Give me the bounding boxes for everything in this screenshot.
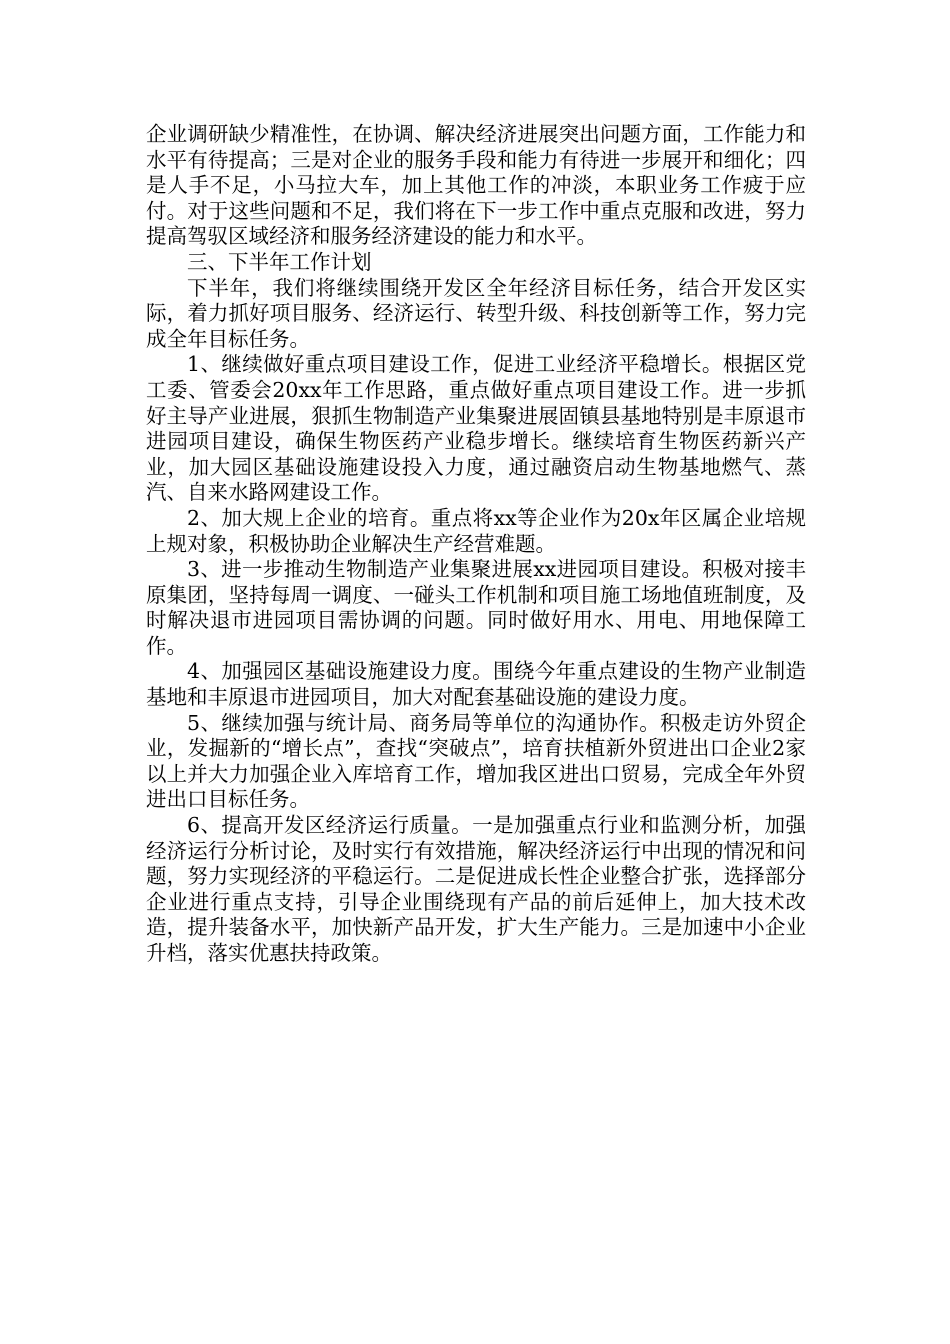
paragraph-intro: 下半年，我们将继续围绕开发区全年经济目标任务，结合开发区实际，着力抓好项目服务、经济运行、转型升级、科技创新等工作，努力完成全年目标任务。 xyxy=(146,275,806,351)
paragraph-item-1: 1、继续做好重点项目建设工作，促进工业经济平稳增长。根据区党工委、管委会20xx年工作思路，重点做好重点项目建设工作。进一步抓好主导产业进展，狠抓生物制造产业集聚进展固镇县基地特别是丰原退市进园项目建设，确保生物医药产业稳步增长。继续培育生物医药新兴产业，加大园区基础设施建设投入力度，通过融资启动生物基地燃气、蒸汽、自来水路网建设工作。 xyxy=(146,352,806,505)
document-page xyxy=(146,122,806,967)
paragraph-item-5: 5、继续加强与统计局、商务局等单位的沟通协作。积极走访外贸企业，发掘新的“增长点”，查找“突破点”，培育扶植新外贸进出口企业2家以上并大力加强企业入库培育工作，增加我区进出口贸易，完成全年外贸进出口目标任务。 xyxy=(146,710,806,812)
paragraph-item-2: 2、加大规上企业的培育。重点将xx等企业作为20x年区属企业培规上规对象，积极协助企业解决生产经营难题。 xyxy=(146,505,806,556)
paragraph-item-6: 6、提高开发区经济运行质量。一是加强重点行业和监测分析，加强经济运行分析讨论，及时实行有效措施，解决经济运行中出现的情况和问题，努力实现经济的平稳运行。二是促进成长性企业整合扩张，选择部分企业进行重点支持，引导企业围绕现有产品的前后延伸上，加大技术改造，提升装备水平，加快新产品开发，扩大生产能力。三是加速中小企业升档，落实优惠扶持政策。 xyxy=(146,813,806,965)
section-heading: 三、下半年工作计划 xyxy=(187,249,372,274)
paragraph-continuation: 企业调研缺少精准性，在协调、解决经济进展突出问题方面，工作能力和水平有待提高；三是对企业的服务手段和能力有待进一步展开和细化；四是人手不足，小马拉大车，加上其他工作的冲淡，本职业务工作疲于应付。对于这些问题和不足，我们将在下一步工作中重点克服和改进，努力提高驾驭区域经济和服务经济建设的能力和水平。 xyxy=(146,122,806,249)
paragraph-item-3: 3、进一步推动生物制造产业集聚进展xx进园项目建设。积极对接丰原集团，坚持每周一调度、一碰头工作机制和项目施工场地值班制度，及时解决退市进园项目需协调的问题。同时做好用水、用电、用地保障工作。 xyxy=(146,557,806,658)
paragraph-item-4: 4、加强园区基础设施建设力度。围绕今年重点建设的生物产业制造基地和丰原退市进园项目，加大对配套基础设施的建设力度。 xyxy=(146,659,806,710)
